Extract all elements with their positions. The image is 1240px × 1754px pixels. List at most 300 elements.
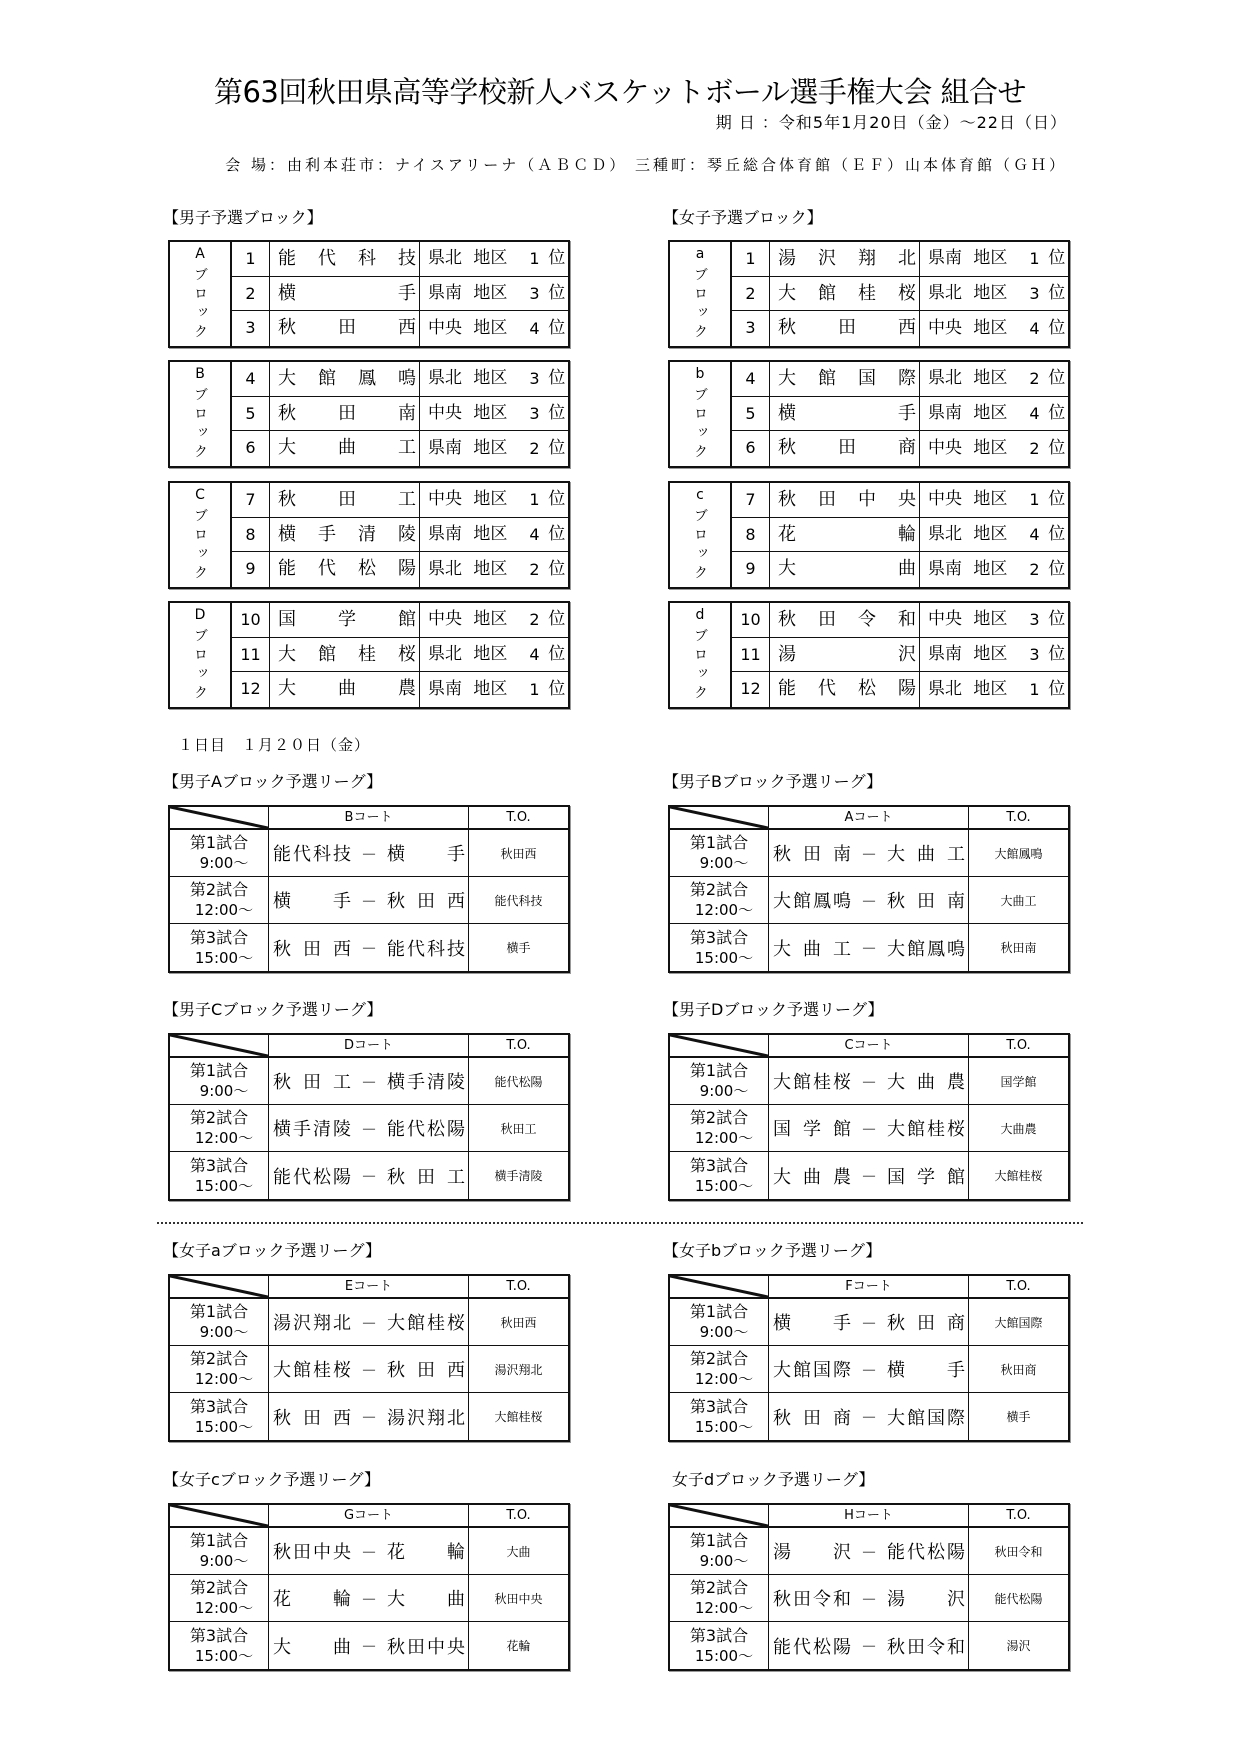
rank-number: 2: [529, 439, 540, 459]
table-officials: 秋田西: [469, 830, 568, 877]
region-rank-cell: [420, 311, 568, 346]
school-name: 湯沢翔北: [770, 242, 920, 277]
versus-separator: －: [360, 1542, 377, 1562]
game-label-cell: [670, 1299, 769, 1346]
seed-number: 2: [232, 277, 270, 312]
away-team: 横手: [387, 844, 465, 865]
rank-suffix: 位: [548, 679, 566, 700]
region-name: 県南: [928, 248, 962, 269]
region-rank-cell: [920, 603, 1068, 638]
day-label: １日目 １月２０日（金）: [178, 736, 371, 754]
league-table: [168, 1503, 570, 1671]
game-time: 9:00～: [699, 1323, 749, 1341]
game-label-cell: [170, 1058, 269, 1105]
rank-number: 3: [529, 369, 540, 389]
document-title: 第63回秋田県高等学校新人バスケットボール選手権大会 組合せ: [213, 75, 1027, 109]
game-label-cell: [170, 1152, 269, 1199]
home-team: 花輪: [273, 1589, 351, 1610]
block-table: [168, 601, 570, 709]
rank-suffix: 位: [1048, 318, 1066, 339]
versus-separator: －: [360, 939, 377, 958]
seed-number: 4: [732, 362, 770, 397]
table-officials: 大曲: [469, 1528, 568, 1575]
away-team: 横手清陵: [387, 1072, 465, 1093]
game-number: 第1試合: [189, 1302, 249, 1321]
game-number: 第3試合: [189, 1155, 249, 1175]
home-team: 大館鳳鳴: [773, 891, 851, 912]
school-name: 大館桂桜: [770, 277, 920, 312]
block-table: [168, 481, 570, 589]
court-header: Bコート: [269, 807, 469, 830]
to-header: T.O.: [469, 1276, 568, 1299]
district-label: 地区: [973, 318, 1008, 339]
school-name: 大曲工: [270, 431, 420, 466]
school-name: 横手: [270, 277, 420, 312]
game-time: 9:00～: [699, 1082, 749, 1100]
court-header: Fコート: [769, 1276, 969, 1299]
rank-number: 1: [529, 680, 540, 700]
table-officials: 秋田令和: [969, 1528, 1068, 1575]
region-rank-cell: [920, 362, 1068, 397]
rank-suffix: 位: [1048, 559, 1066, 580]
table-officials: 秋田工: [469, 1105, 568, 1152]
school-name: 秋田工: [270, 483, 420, 518]
game-number: 第2試合: [189, 880, 249, 899]
diagonal-line-icon: [170, 807, 268, 828]
region-name: 中央: [428, 489, 462, 510]
region-rank-cell: [420, 397, 568, 432]
rank-suffix: 位: [1048, 679, 1066, 700]
game-label-cell: [170, 830, 269, 877]
block-label-cell: [670, 603, 732, 707]
game-number: 第2試合: [689, 880, 749, 899]
region-name: 県北: [928, 368, 962, 389]
school-name: 秋田西: [770, 311, 920, 346]
away-team: 秋田商: [887, 1313, 965, 1334]
block-label-cell: [670, 483, 732, 587]
match-cell: [769, 1393, 969, 1440]
match-cell: [269, 924, 469, 971]
diagonal-header-cell: [170, 1276, 269, 1299]
game-label-cell: [170, 1575, 269, 1622]
game-number: 第2試合: [689, 1108, 749, 1127]
league-table: [668, 1503, 1070, 1671]
versus-separator: －: [860, 1589, 877, 1609]
school-name: 秋田南: [270, 397, 420, 432]
table-officials: 横手: [1006, 1410, 1031, 1424]
region-name: 県北: [428, 643, 462, 664]
league-table: [168, 1033, 570, 1201]
game-number: 第1試合: [189, 1061, 249, 1080]
seed-number: 11: [732, 638, 770, 673]
game-label-cell: [670, 1622, 769, 1669]
versus-separator: －: [860, 1313, 877, 1333]
district-label: 地区: [473, 679, 508, 700]
game-label-cell: [670, 1152, 769, 1199]
league-title: 【女子cブロック予選リーグ】: [163, 1470, 380, 1489]
versus-separator: －: [360, 844, 377, 864]
table-officials: 能代科技: [469, 877, 568, 924]
to-header: T.O.: [469, 1505, 568, 1528]
school-name: 秋田西: [270, 311, 420, 346]
block-label: cブロック: [692, 486, 708, 584]
rank-suffix: 位: [548, 523, 566, 544]
away-team: 能代科技: [387, 938, 465, 960]
game-number: 第1試合: [189, 833, 249, 852]
away-team: 大曲工: [887, 844, 965, 865]
home-team: 大館桂桜: [773, 1072, 851, 1093]
district-label: 地区: [973, 679, 1008, 700]
seed-number: 10: [732, 603, 770, 638]
game-number: 第2試合: [189, 1108, 249, 1127]
game-label-cell: [170, 1105, 269, 1152]
block-table: [668, 601, 1070, 709]
home-team: 大館桂桜: [273, 1360, 351, 1381]
away-team: 湯沢翔北: [387, 1407, 465, 1429]
region-name: 中央: [928, 609, 962, 630]
rank-number: 2: [1029, 369, 1040, 389]
district-label: 地区: [473, 523, 508, 544]
region-rank-cell: [420, 552, 568, 587]
match-cell: [769, 1299, 969, 1346]
rank-suffix: 位: [1048, 402, 1066, 423]
district-label: 地区: [973, 643, 1008, 664]
district-label: 地区: [973, 282, 1008, 303]
away-team: 能代松陽: [387, 1119, 465, 1140]
game-time: 9:00～: [199, 1323, 249, 1341]
region-name: 中央: [428, 609, 462, 630]
rank-suffix: 位: [548, 402, 566, 423]
event-dates: 期 日 ：令和5年1月20日（金）～22日（日）: [715, 113, 1067, 132]
region-name: 県南: [428, 438, 462, 459]
match-cell: [769, 877, 969, 924]
game-time: 12:00～: [194, 1129, 254, 1147]
league-table: [668, 1033, 1070, 1201]
match-cell: [269, 1622, 469, 1669]
rank-number: 1: [1029, 249, 1040, 269]
game-time: 9:00～: [699, 1552, 749, 1570]
home-team: 秋田西: [273, 938, 351, 960]
rank-number: 1: [1029, 490, 1040, 510]
away-team: 秋田令和: [887, 1636, 965, 1658]
rank-suffix: 位: [548, 489, 566, 510]
rank-number: 3: [1029, 283, 1040, 303]
seed-number: 6: [232, 431, 270, 466]
diagonal-header-cell: [670, 1035, 769, 1058]
game-time: 9:00～: [199, 854, 249, 872]
rank-number: 4: [1029, 319, 1040, 339]
home-team: 大館国際: [773, 1360, 851, 1381]
game-time: 12:00～: [194, 1599, 254, 1617]
home-team: 能代科技: [273, 844, 351, 865]
home-team: 国学館: [773, 1119, 851, 1140]
block-table: [668, 360, 1070, 468]
seed-number: 5: [232, 397, 270, 432]
league-section: [663, 1241, 1070, 1443]
school-name: 横手清陵: [270, 518, 420, 553]
match-cell: [269, 1299, 469, 1346]
game-number: 第3試合: [189, 1625, 249, 1645]
school-name: 能代科技: [270, 242, 420, 277]
to-header: T.O.: [469, 1035, 568, 1058]
match-cell: [269, 830, 469, 877]
court-header: Gコート: [269, 1505, 469, 1528]
rank-number: 4: [1029, 524, 1040, 544]
rank-number: 3: [1029, 644, 1040, 664]
table-officials: 湯沢翔北: [469, 1346, 568, 1393]
match-cell: [769, 924, 969, 971]
game-time: 15:00～: [694, 1176, 754, 1195]
away-team: 大曲農: [887, 1072, 965, 1093]
to-header: T.O.: [969, 1035, 1068, 1058]
block-label: dブロック: [692, 606, 708, 704]
region-rank-cell: [920, 638, 1068, 673]
region-rank-cell: [420, 277, 568, 312]
game-time: 15:00～: [194, 948, 254, 967]
away-team: 花輪: [387, 1542, 465, 1563]
region-name: 中央: [928, 318, 962, 339]
school-name: 横手: [770, 397, 920, 432]
match-cell: [769, 1622, 969, 1669]
block-label-cell: [170, 483, 232, 587]
rank-number: 3: [529, 283, 540, 303]
match-cell: [769, 1152, 969, 1199]
district-label: 地区: [473, 282, 508, 303]
block-label: bブロック: [692, 365, 708, 463]
rank-number: 2: [529, 560, 540, 580]
table-officials: 大曲工: [969, 877, 1068, 924]
match-cell: [269, 1105, 469, 1152]
away-team: 湯沢: [887, 1589, 965, 1610]
league-title: 【男子Dブロック予選リーグ】: [663, 1000, 884, 1019]
table-officials: 大館国際: [969, 1299, 1068, 1346]
seed-number: 10: [232, 603, 270, 638]
versus-separator: －: [360, 891, 377, 911]
game-label-cell: [670, 830, 769, 877]
league-section: [663, 1000, 1070, 1202]
game-number: 第3試合: [689, 1396, 749, 1416]
diagonal-header-cell: [670, 1276, 769, 1299]
region-name: 県南: [428, 282, 462, 303]
league-title: 【女子aブロック予選リーグ】: [163, 1241, 381, 1260]
region-name: 県南: [428, 679, 462, 700]
block-table: [168, 240, 570, 348]
league-title: 【男子Aブロック予選リーグ】: [163, 772, 383, 791]
game-time: 15:00～: [194, 1176, 254, 1195]
league-section: [163, 1000, 570, 1202]
game-label-cell: [170, 1299, 269, 1346]
region-rank-cell: [420, 431, 568, 466]
match-cell: [269, 877, 469, 924]
away-team: 秋田南: [887, 891, 965, 912]
game-label-cell: [170, 877, 269, 924]
match-cell: [769, 1058, 969, 1105]
match-cell: [269, 1528, 469, 1575]
versus-separator: －: [860, 1167, 877, 1186]
match-cell: [769, 1346, 969, 1393]
table-officials: 秋田商: [969, 1346, 1068, 1393]
school-name: 大曲農: [270, 672, 420, 707]
versus-separator: －: [360, 1408, 377, 1427]
rank-number: 4: [1029, 403, 1040, 423]
women-blocks-heading: 【女子予選ブロック】: [663, 208, 823, 227]
seed-number: 9: [732, 552, 770, 587]
court-header: Hコート: [769, 1505, 969, 1528]
versus-separator: －: [860, 891, 877, 911]
region-rank-cell: [920, 552, 1068, 587]
game-label-cell: [170, 1528, 269, 1575]
diagonal-line-icon: [170, 1276, 268, 1297]
event-venues: 会 場：由利本荘市：ナイスアリーナ（ＡＢＣＤ） 三種町：琴丘総合体育館（ＥＦ）山本体育館（ＧＨ）: [225, 156, 1067, 174]
women-block-tables: [668, 240, 1070, 710]
game-number: 第2試合: [689, 1349, 749, 1368]
home-team: 大曲工: [773, 938, 851, 960]
game-label-cell: [670, 1575, 769, 1622]
away-team: 国学館: [887, 1166, 965, 1188]
men-blocks-heading: 【男子予選ブロック】: [163, 208, 323, 227]
block-label-cell: [670, 242, 732, 346]
rank-suffix: 位: [1048, 438, 1066, 459]
district-label: 地区: [473, 248, 508, 269]
away-team: 大曲: [387, 1589, 465, 1610]
game-number: 第1試合: [689, 1061, 749, 1080]
district-label: 地区: [973, 402, 1008, 423]
away-team: 大館国際: [887, 1407, 965, 1429]
versus-separator: －: [360, 1119, 377, 1139]
away-team: 秋田中央: [387, 1636, 465, 1658]
game-number: 第2試合: [189, 1578, 249, 1597]
table-officials: 横手: [506, 941, 531, 955]
diagonal-header-cell: [170, 807, 269, 830]
school-name: 花輪: [770, 518, 920, 553]
home-team: 湯沢翔北: [273, 1313, 351, 1334]
rank-suffix: 位: [548, 643, 566, 664]
district-label: 地区: [973, 559, 1008, 580]
game-number: 第1試合: [689, 1531, 749, 1550]
region-name: 県北: [428, 368, 462, 389]
rank-number: 3: [1029, 610, 1040, 630]
rank-suffix: 位: [548, 248, 566, 269]
region-name: 中央: [928, 438, 962, 459]
table-officials: 大館桂桜: [994, 1169, 1043, 1183]
home-team: 秋田令和: [773, 1589, 851, 1610]
match-cell: [769, 1105, 969, 1152]
match-cell: [269, 1393, 469, 1440]
game-time: 15:00～: [694, 1417, 754, 1436]
game-time: 9:00～: [199, 1082, 249, 1100]
region-rank-cell: [420, 518, 568, 553]
game-label-cell: [670, 1105, 769, 1152]
diagonal-line-icon: [670, 1276, 768, 1297]
region-rank-cell: [420, 672, 568, 707]
dotted-divider: [157, 1222, 1083, 1224]
district-label: 地区: [973, 248, 1008, 269]
league-section: [668, 1470, 1070, 1672]
game-number: 第3試合: [689, 1625, 749, 1645]
diagonal-line-icon: [670, 807, 768, 828]
game-number: 第2試合: [689, 1578, 749, 1597]
diagonal-line-icon: [170, 1505, 268, 1526]
school-name: 大曲: [770, 552, 920, 587]
to-header: T.O.: [469, 807, 568, 830]
league-title: 【女子bブロック予選リーグ】: [663, 1241, 882, 1260]
versus-separator: －: [360, 1167, 377, 1186]
seed-number: 1: [732, 242, 770, 277]
game-number: 第3試合: [689, 1155, 749, 1175]
men-block-tables: [168, 240, 570, 710]
region-rank-cell: [920, 483, 1068, 518]
diagonal-header-cell: [670, 807, 769, 830]
block-label: Dブロック: [192, 606, 208, 704]
school-name: 大館国際: [770, 362, 920, 397]
diagonal-header-cell: [170, 1505, 269, 1528]
game-time: 12:00～: [694, 1129, 754, 1147]
region-name: 県南: [428, 523, 462, 544]
district-label: 地区: [973, 438, 1008, 459]
block-table: [668, 240, 1070, 348]
rank-suffix: 位: [548, 282, 566, 303]
home-team: 能代松陽: [773, 1636, 851, 1658]
home-team: 秋田中央: [273, 1542, 351, 1563]
region-rank-cell: [920, 277, 1068, 312]
versus-separator: －: [360, 1637, 377, 1656]
region-name: 県北: [428, 248, 462, 269]
rank-number: 4: [529, 644, 540, 664]
league-table: [668, 805, 1070, 973]
region-rank-cell: [920, 431, 1068, 466]
game-number: 第2試合: [189, 1349, 249, 1368]
versus-separator: －: [360, 1589, 377, 1609]
to-header: T.O.: [969, 1276, 1068, 1299]
block-table: [168, 360, 570, 468]
table-officials: 能代松陽: [469, 1058, 568, 1105]
region-rank-cell: [420, 483, 568, 518]
game-label-cell: [670, 1393, 769, 1440]
league-title: 【男子Cブロック予選リーグ】: [163, 1000, 383, 1019]
school-name: 秋田令和: [770, 603, 920, 638]
game-label-cell: [670, 1058, 769, 1105]
away-team: 秋田工: [387, 1166, 465, 1188]
game-label-cell: [170, 1393, 269, 1440]
seed-number: 9: [232, 552, 270, 587]
versus-separator: －: [860, 1360, 877, 1380]
game-number: 第3試合: [189, 1396, 249, 1416]
region-rank-cell: [420, 638, 568, 673]
rank-suffix: 位: [548, 318, 566, 339]
seed-number: 12: [732, 672, 770, 707]
region-rank-cell: [920, 311, 1068, 346]
versus-separator: －: [860, 1119, 877, 1139]
game-time: 15:00～: [694, 1646, 754, 1665]
diagonal-header-cell: [670, 1505, 769, 1528]
region-rank-cell: [420, 362, 568, 397]
region-name: 県南: [928, 402, 962, 423]
block-table: [668, 481, 1070, 589]
seed-number: 7: [232, 483, 270, 518]
rank-suffix: 位: [1048, 523, 1066, 544]
home-team: 秋田南: [773, 844, 851, 865]
game-number: 第1試合: [689, 833, 749, 852]
seed-number: 1: [232, 242, 270, 277]
district-label: 地区: [473, 643, 508, 664]
game-label-cell: [670, 877, 769, 924]
region-rank-cell: [920, 397, 1068, 432]
home-team: 能代松陽: [273, 1166, 351, 1188]
table-officials: 大館桂桜: [494, 1410, 543, 1424]
game-time: 9:00～: [699, 854, 749, 872]
district-label: 地区: [473, 438, 508, 459]
home-team: 横手: [773, 1313, 851, 1334]
